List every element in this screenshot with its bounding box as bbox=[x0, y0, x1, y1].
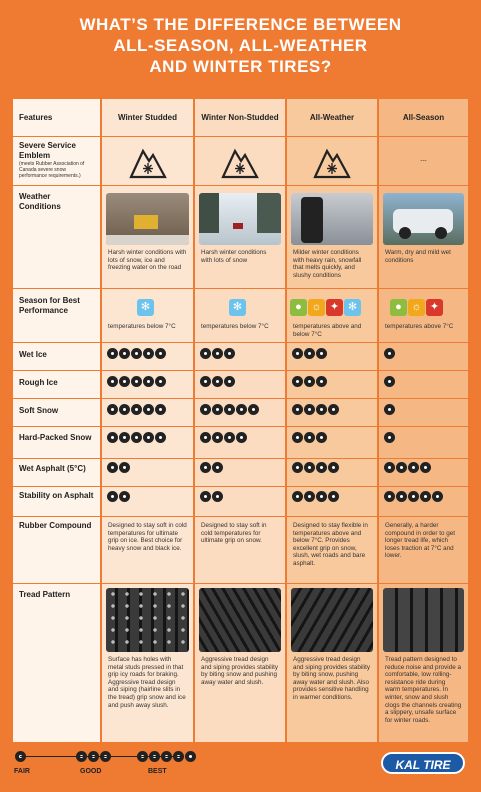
season-icons-all-weather bbox=[290, 297, 362, 316]
tire-rating-icon bbox=[212, 348, 223, 359]
tire-rating-icon bbox=[304, 462, 315, 473]
tire-rating bbox=[107, 462, 130, 473]
mountain-snowflake-icon bbox=[128, 143, 168, 179]
rating-label-hard-packed-snow: Hard-Packed Snow bbox=[19, 433, 92, 442]
weather-photo-all-weather bbox=[291, 193, 373, 245]
weather-photo-winter-studded bbox=[106, 193, 189, 245]
tire-rating bbox=[200, 491, 223, 502]
season-icons-winter-studded bbox=[137, 297, 155, 316]
tire-rating-icon bbox=[107, 404, 118, 415]
tire-rating-icon bbox=[292, 404, 303, 415]
tire-rating-icon bbox=[143, 432, 154, 443]
tire-rating-icon bbox=[200, 432, 211, 443]
weather-winter-studded: Harsh winter conditions with lots of snow, ice and freezing water on the road bbox=[108, 249, 187, 272]
tire-rating bbox=[292, 348, 327, 359]
tire-rating-icon bbox=[292, 432, 303, 443]
season-all-season: temperatures above 7°C bbox=[385, 323, 454, 330]
tire-rating bbox=[107, 376, 166, 387]
tire-rating-icon bbox=[119, 462, 130, 473]
weather-all-season: Warm, dry and mild wet conditions bbox=[385, 249, 451, 264]
tread-all-season: Tread pattern designed to reduce noise and provide a comfortable, low rolling-resistance ride during warm temperatures. In winter, snow and slush clogs the channels creating a slippery, unsafe surface for winter roads. bbox=[385, 656, 462, 724]
tire-rating-icon bbox=[212, 432, 223, 443]
tire-rating bbox=[384, 376, 395, 387]
tread-winter-studded: Surface has holes with metal studs pressed in that grip icy roads for braking. Aggressive tread design and siping (hairline slits in the tread) grip snow and ice and push away slush. bbox=[108, 656, 186, 709]
tire-rating-icon bbox=[212, 491, 223, 502]
season-winter-non-studded: temperatures below 7°C bbox=[201, 323, 269, 330]
tire-rating-icon bbox=[119, 404, 130, 415]
page-title bbox=[0, 14, 481, 77]
tire-rating-icon bbox=[119, 348, 130, 359]
tire-rating bbox=[107, 432, 166, 443]
header-winter-non-studded: Winter Non-Studded bbox=[201, 113, 279, 122]
tread-winter-non-studded: Aggressive tread design and siping provides stability by biting snow and pushing away water and slush. bbox=[201, 656, 279, 686]
tire-rating-icon bbox=[316, 404, 327, 415]
tire-rating-icon bbox=[212, 462, 223, 473]
tread-image-winter-studded bbox=[106, 588, 189, 652]
tire-rating-icon bbox=[224, 376, 235, 387]
tire-rating-icon bbox=[420, 491, 431, 502]
header-all-season: All-Season bbox=[402, 113, 445, 122]
raindrops-icon: ● bbox=[290, 299, 307, 316]
rating-label-rough-ice: Rough Ice bbox=[19, 378, 58, 387]
season-winter-studded: temperatures below 7°C bbox=[108, 323, 176, 330]
tire-rating-icon bbox=[396, 462, 407, 473]
tire-rating bbox=[384, 348, 395, 359]
kal-tire-logo: KAL TIRE bbox=[381, 752, 465, 774]
tire-rating-icon bbox=[384, 348, 395, 359]
rating-label-wet-ice: Wet Ice bbox=[19, 350, 47, 359]
legend-fair-label: FAIR bbox=[14, 768, 30, 775]
tire-rating bbox=[384, 462, 431, 473]
weather-photo-all-season bbox=[383, 193, 464, 245]
tire-rating-icon bbox=[200, 491, 211, 502]
emblem-label-cell bbox=[13, 141, 100, 179]
compound-winter-non-studded: Designed to stay soft in cold temperatures for ultimate grip on snow. bbox=[201, 522, 267, 545]
sun-icon: ☼ bbox=[408, 299, 425, 316]
tire-rating-icon bbox=[316, 462, 327, 473]
weather-winter-non-studded: Harsh winter conditions with lots of snow bbox=[201, 249, 267, 264]
tire-rating-icon bbox=[119, 491, 130, 502]
tire-rating-icon bbox=[200, 348, 211, 359]
header-features: Features bbox=[19, 113, 53, 122]
title-line-3: AND WINTER TIRES? bbox=[149, 57, 332, 76]
tire-rating bbox=[107, 404, 166, 415]
tire-rating-icon bbox=[107, 348, 118, 359]
tire-rating-icon bbox=[212, 376, 223, 387]
tire-rating bbox=[107, 491, 130, 502]
tire-rating-icon bbox=[384, 462, 395, 473]
tire-rating-icon bbox=[384, 491, 395, 502]
maple-leaf-icon: ✦ bbox=[426, 299, 443, 316]
tire-rating-icon bbox=[143, 348, 154, 359]
legend-best-label: BEST bbox=[148, 768, 167, 775]
compound-all-weather: Designed to stay flexible in temperatures above and below 7°C. Provides excellent grip on snow, slush, wet roads and bare asphalt. bbox=[293, 522, 368, 567]
tire-rating-icon bbox=[304, 491, 315, 502]
tire-rating bbox=[200, 404, 259, 415]
tire-rating-icon bbox=[224, 404, 235, 415]
emblem-note: (meets Rubber Association of Canada severe snow performance requirements.) bbox=[19, 161, 85, 179]
maple-leaf-icon: ✦ bbox=[326, 299, 343, 316]
emblem-all-season: --- bbox=[420, 157, 427, 164]
snowflake-icon: ✻ bbox=[137, 299, 154, 316]
tire-rating bbox=[200, 462, 223, 473]
weather-all-weather: Milder winter conditions with heavy rain, snowfall that melts quickly, and slushy conditions bbox=[293, 249, 362, 279]
tire-rating-icon bbox=[432, 491, 443, 502]
tire-rating-icon bbox=[200, 462, 211, 473]
tire-rating-icon bbox=[316, 491, 327, 502]
mountain-snowflake-icon bbox=[220, 143, 260, 179]
raindrops-icon: ● bbox=[390, 299, 407, 316]
tire-rating-icon bbox=[131, 404, 142, 415]
tire-rating bbox=[107, 348, 166, 359]
tire-rating bbox=[384, 404, 395, 415]
season-label: Season for Best Performance bbox=[19, 296, 80, 315]
mountain-snowflake-icon bbox=[312, 143, 352, 179]
tread-image-winter-non-studded bbox=[199, 588, 281, 652]
tire-rating-icon bbox=[107, 491, 118, 502]
season-all-weather: temperatures above and below 7°C bbox=[293, 323, 362, 338]
tread-image-all-season bbox=[383, 588, 464, 652]
tire-rating bbox=[200, 376, 235, 387]
tire-rating-icon bbox=[316, 432, 327, 443]
tire-rating-icon bbox=[200, 376, 211, 387]
tire-rating-icon bbox=[408, 491, 419, 502]
tire-rating-icon bbox=[292, 348, 303, 359]
tire-rating bbox=[292, 432, 327, 443]
tire-rating-icon bbox=[292, 491, 303, 502]
tire-rating bbox=[292, 491, 339, 502]
header-winter-studded: Winter Studded bbox=[117, 113, 178, 122]
tire-rating-icon bbox=[224, 432, 235, 443]
tire-rating-icon bbox=[236, 404, 247, 415]
tire-rating bbox=[200, 348, 235, 359]
rating-label-stability-on-asphalt: Stability on Asphalt bbox=[19, 491, 94, 500]
header-all-weather: All-Weather bbox=[309, 113, 355, 122]
tire-rating-icon bbox=[107, 462, 118, 473]
tire-rating-icon bbox=[304, 432, 315, 443]
tire-rating bbox=[384, 432, 395, 443]
tire-rating-icon bbox=[292, 376, 303, 387]
tire-rating-icon bbox=[384, 432, 395, 443]
rating-label-soft-snow: Soft Snow bbox=[19, 406, 59, 415]
tire-rating-icon bbox=[420, 462, 431, 473]
tire-rating-icon bbox=[119, 432, 130, 443]
tire-rating-icon bbox=[131, 376, 142, 387]
tire-rating-icon bbox=[185, 751, 196, 762]
compound-winter-studded: Designed to stay soft in cold temperatures for ultimate grip on ice. Best choice for heavy snow and black ice. bbox=[108, 522, 187, 552]
legend-good-label: GOOD bbox=[80, 768, 102, 775]
tire-rating-icon bbox=[155, 432, 166, 443]
compound-all-season: Generally, a harder compound in order to get longer tread life, which loses traction at 7°C and lower. bbox=[385, 522, 456, 560]
comparison-table bbox=[13, 99, 468, 742]
tread-all-weather: Aggressive tread design and siping provides stability by biting snow, pushing away water and slush. Also provides sensitive handling in warmer conditions. bbox=[293, 656, 371, 701]
tire-rating-icon bbox=[143, 376, 154, 387]
emblem-label: Severe Service Emblem bbox=[19, 141, 76, 160]
tire-rating-icon bbox=[316, 348, 327, 359]
tire-rating-icon bbox=[143, 404, 154, 415]
tire-rating-icon bbox=[304, 376, 315, 387]
snowflake-icon: ✻ bbox=[229, 299, 246, 316]
tire-rating-icon bbox=[408, 462, 419, 473]
tire-rating-icon bbox=[304, 404, 315, 415]
season-icons-all-season bbox=[390, 297, 444, 316]
tire-rating bbox=[292, 376, 327, 387]
tire-rating-icon bbox=[224, 348, 235, 359]
tire-rating-icon bbox=[131, 348, 142, 359]
tire-rating-icon bbox=[328, 491, 339, 502]
tire-rating-icon bbox=[107, 432, 118, 443]
rating-label-wet-asphalt: Wet Asphalt (5°C) bbox=[19, 464, 86, 473]
tread-image-all-weather bbox=[291, 588, 373, 652]
compound-label: Rubber Compound bbox=[19, 521, 92, 530]
weather-photo-winter-non-studded bbox=[199, 193, 281, 245]
title-line-1: WHAT’S THE DIFFERENCE BETWEEN bbox=[79, 15, 402, 34]
tire-rating-icon bbox=[200, 404, 211, 415]
tire-rating-icon bbox=[384, 404, 395, 415]
tire-rating bbox=[200, 432, 247, 443]
tire-rating-icon bbox=[384, 376, 395, 387]
tire-rating-icon bbox=[155, 404, 166, 415]
title-line-2: ALL-SEASON, ALL-WEATHER bbox=[113, 36, 368, 55]
tire-rating-icon bbox=[304, 348, 315, 359]
tire-rating-icon bbox=[155, 348, 166, 359]
tire-rating bbox=[292, 462, 339, 473]
tire-rating-icon bbox=[396, 491, 407, 502]
tire-rating-icon bbox=[248, 404, 259, 415]
tire-rating-icon bbox=[119, 376, 130, 387]
tire-rating-icon bbox=[328, 404, 339, 415]
tire-rating-icon bbox=[155, 376, 166, 387]
tire-rating-icon bbox=[316, 376, 327, 387]
tire-rating-icon bbox=[328, 462, 339, 473]
tire-rating bbox=[292, 404, 339, 415]
tire-rating-icon bbox=[131, 432, 142, 443]
tread-label: Tread Pattern bbox=[19, 590, 71, 599]
snowflake-icon: ✻ bbox=[344, 299, 361, 316]
tire-rating-icon bbox=[107, 376, 118, 387]
weather-label: Weather Conditions bbox=[19, 192, 61, 211]
tire-rating-icon bbox=[292, 462, 303, 473]
tire-rating-icon bbox=[212, 404, 223, 415]
season-icons-winter-non-studded bbox=[229, 297, 247, 316]
tire-rating bbox=[384, 491, 443, 502]
tire-rating-icon bbox=[236, 432, 247, 443]
sun-icon: ☼ bbox=[308, 299, 325, 316]
